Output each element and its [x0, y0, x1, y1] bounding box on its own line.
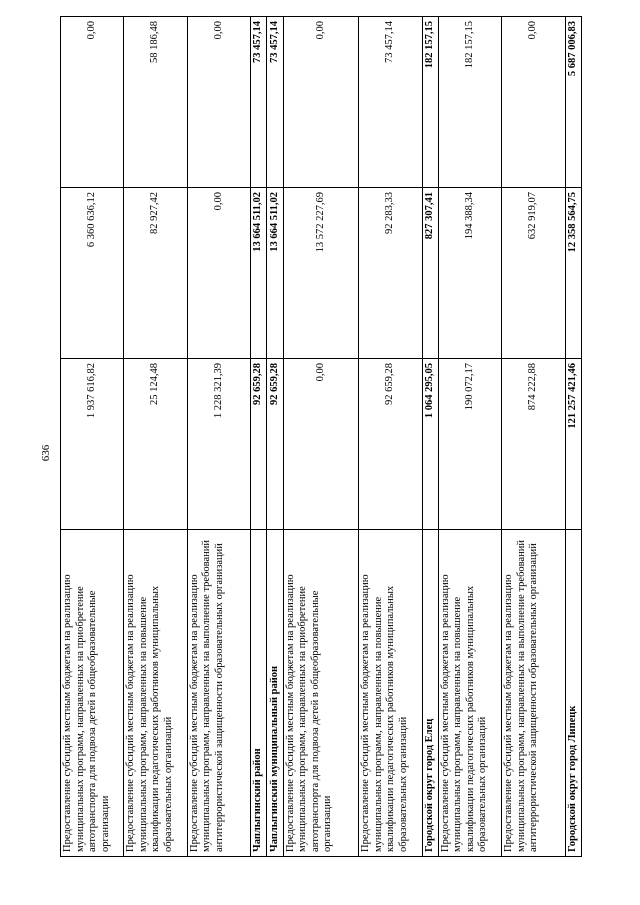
table-row: [502, 17, 565, 857]
row-value-3: 0,00: [61, 17, 124, 188]
page-number: 636: [40, 444, 52, 462]
row-label: Предоставление субсидий местным бюджетам на реализацию муниципальных программ, направленных на приобретение автотранспорта для подвоза детей в общеобразовательные организации: [61, 530, 124, 857]
row-value-2: 632 919,07: [502, 188, 565, 359]
row-label: Предоставление субсидий местным бюджетам на реализацию муниципальных программ, направленных на повышение квалификации педагогических работников муниципальных образовательных организаций: [124, 530, 187, 857]
row-label: Предоставление субсидий местным бюджетам на реализацию муниципальных программ, направленных на повышение квалификации педагогических работников муниципальных образовательных организаций: [359, 530, 422, 857]
row-value-1: 190 072,17: [438, 359, 501, 530]
row-value-1: 25 124,48: [124, 359, 187, 530]
row-value-3: 73 457,14: [359, 17, 422, 188]
table-row-subtotal: [250, 17, 266, 857]
table-row-subtotal: [565, 17, 581, 857]
row-value-2: 12 358 564,75: [565, 188, 581, 359]
row-label: Предоставление субсидий местным бюджетам на реализацию муниципальных программ, направленных на выполнение требований антитеррористической защищенности образовательных организаций: [502, 530, 565, 857]
row-value-1: 1 228 321,39: [187, 359, 250, 530]
row-label: Чаплыгинский муниципальный район: [267, 530, 283, 857]
row-label: Предоставление субсидий местным бюджетам на реализацию муниципальных программ, направленных на приобретение автотранспорта для подвоза детей в общеобразовательные организации: [283, 530, 359, 857]
row-label: Предоставление субсидий местным бюджетам на реализацию муниципальных программ, направленных на выполнение требований антитеррористической защищенности образовательных организаций: [187, 530, 250, 857]
table-row-subtotal: [422, 17, 438, 857]
table-row: [283, 17, 359, 857]
row-value-1: 92 659,28: [250, 359, 266, 530]
row-value-3: 73 457,14: [267, 17, 283, 188]
table-row: [359, 17, 422, 857]
row-value-2: 92 283,33: [359, 188, 422, 359]
row-label: Городской округ город Липецк: [565, 530, 581, 857]
row-label: Предоставление субсидий местным бюджетам на реализацию муниципальных программ, направленных на повышение квалификации педагогических работников муниципальных образовательных организаций: [438, 530, 501, 857]
row-label: Чаплыгинский район: [250, 530, 266, 857]
row-value-1: 874 222,88: [502, 359, 565, 530]
row-value-1: 92 659,28: [359, 359, 422, 530]
row-value-3: 0,00: [283, 17, 359, 188]
row-value-3: 58 186,48: [124, 17, 187, 188]
subsidy-table: [60, 16, 582, 857]
row-value-2: 827 307,41: [422, 188, 438, 359]
table-row: [61, 17, 124, 857]
rotated-table-container: [60, 21, 582, 857]
row-value-3: 0,00: [187, 17, 250, 188]
row-value-2: 13 572 227,69: [283, 188, 359, 359]
row-value-2: 6 360 636,12: [61, 188, 124, 359]
row-label: Городской округ город Елец: [422, 530, 438, 857]
row-value-1: 1 937 616,82: [61, 359, 124, 530]
row-value-1: 1 064 295,05: [422, 359, 438, 530]
row-value-2: 13 664 511,02: [267, 188, 283, 359]
row-value-3: 73 457,14: [250, 17, 266, 188]
row-value-3: 0,00: [502, 17, 565, 188]
table-row: [124, 17, 187, 857]
table-row: [438, 17, 501, 857]
row-value-2: 82 927,42: [124, 188, 187, 359]
row-value-2: 194 388,34: [438, 188, 501, 359]
table-row-subtotal: [267, 17, 283, 857]
row-value-3: 5 687 006,83: [565, 17, 581, 188]
row-value-1: 92 659,28: [267, 359, 283, 530]
row-value-1: 121 257 421,46: [565, 359, 581, 530]
row-value-3: 182 157,15: [422, 17, 438, 188]
row-value-2: 13 664 511,02: [250, 188, 266, 359]
rotated-table: [60, 21, 582, 857]
row-value-1: 0,00: [283, 359, 359, 530]
table-row: [187, 17, 250, 857]
row-value-3: 182 157,15: [438, 17, 501, 188]
row-value-2: 0,00: [187, 188, 250, 359]
